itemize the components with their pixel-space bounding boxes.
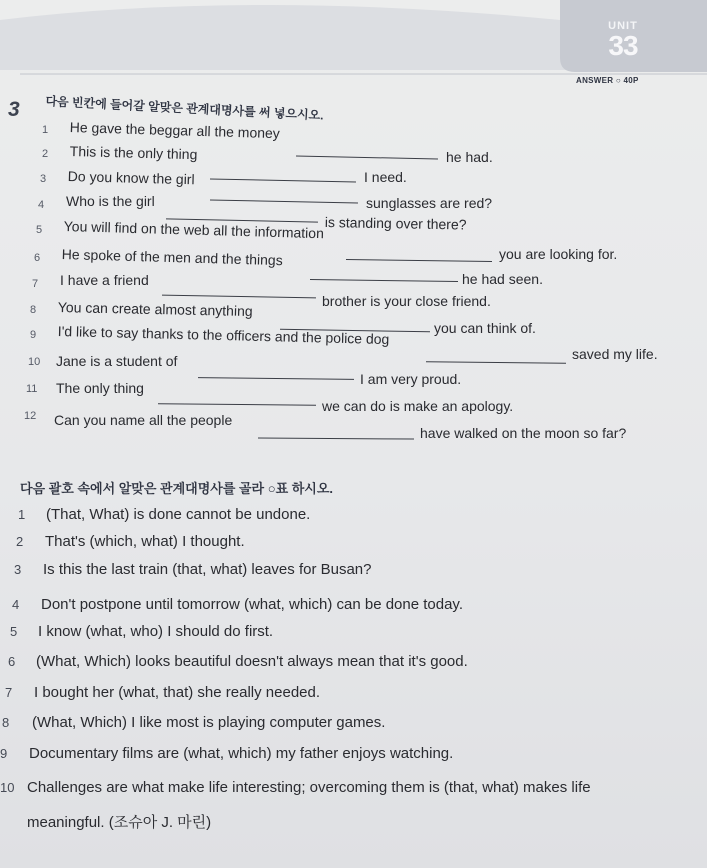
item-text-before: Jane is a student of: [56, 353, 178, 369]
item-number: 8: [2, 715, 10, 730]
item-text-before: He gave the beggar all the money: [69, 119, 281, 142]
item-text-continued: meaningful. (조슈아 J. 마린): [27, 814, 212, 831]
answer-blank[interactable]: [210, 199, 358, 203]
item-text-after: is standing over there?: [324, 214, 467, 233]
item-number: 6: [34, 252, 41, 264]
item-number: 4: [38, 199, 45, 211]
section-number: 3: [8, 98, 20, 121]
item-text-before: He spoke of the men and the things: [61, 246, 283, 269]
item-number: 9: [0, 746, 8, 761]
item-text-after: you are looking for.: [499, 246, 618, 262]
item-text: (That, What) is done cannot be undone.: [46, 506, 311, 523]
answer-blank[interactable]: [258, 437, 414, 439]
item-number: 2: [42, 148, 49, 160]
item-text-after: sunglasses are red?: [366, 195, 493, 211]
item-text-before: You can create almost anything: [57, 299, 253, 320]
item-number: 5: [10, 624, 18, 639]
item-number: 12: [24, 410, 37, 422]
item-text-after: I am very proud.: [360, 371, 462, 387]
item-text-after: saved my life.: [572, 346, 658, 362]
item-number: 8: [30, 304, 37, 316]
section-b-instruction: 다음 괄호 속에서 알맞은 관계대명사를 골라 ○표 하시오.: [20, 481, 334, 496]
section-a-instruction: 다음 빈칸에 들어갈 알맞은 관계대명사를 써 넣으시오.: [45, 93, 324, 123]
answer-blank[interactable]: [346, 259, 492, 262]
item-number: 10: [28, 356, 41, 368]
item-number: 7: [32, 278, 39, 290]
item-text: (What, Which) I like most is playing computer games.: [32, 714, 386, 731]
item-text-before: You will find on the web all the information: [63, 218, 325, 242]
answer-blank[interactable]: [296, 156, 438, 160]
unit-label: UNIT: [608, 20, 638, 32]
item-number: 9: [30, 329, 37, 341]
item-text: (What, Which) looks beautiful doesn't always mean that it's good.: [36, 653, 468, 670]
unit-number: 33: [608, 30, 638, 61]
item-number: 7: [5, 685, 13, 700]
answer-blank[interactable]: [162, 295, 316, 299]
item-text-before: Do you know the girl: [67, 168, 195, 188]
item-text-after: I need.: [364, 169, 407, 185]
item-text-after: have walked on the moon so far?: [420, 425, 627, 441]
item-text: I know (what, who) I should do first.: [38, 623, 274, 640]
item-text-before: I have a friend: [60, 272, 149, 288]
item-text-before: The only thing: [56, 380, 144, 396]
item-text: Challenges are what make life interesting; overcoming them is (that, what) makes life: [27, 779, 591, 796]
item-number: 1: [42, 124, 49, 136]
item-text-before: Who is the girl: [66, 193, 155, 209]
item-number: 10: [0, 780, 15, 795]
answer-blank[interactable]: [198, 377, 354, 380]
item-text: I bought her (what, that) she really needed.: [34, 684, 321, 701]
answer-page-reference: ANSWER ○ 40P: [576, 76, 639, 85]
item-text: Don't postpone until tomorrow (what, which) can be done today.: [41, 596, 463, 613]
answer-blank[interactable]: [158, 403, 316, 405]
item-text: That's (which, what) I thought.: [45, 533, 245, 550]
item-text-after: we can do is make an apology.: [322, 398, 514, 414]
item-number: 5: [36, 224, 43, 236]
item-text-after: brother is your close friend.: [322, 293, 491, 309]
item-text-after: you can think of.: [434, 320, 536, 336]
item-text-after: he had seen.: [462, 271, 543, 287]
item-number: 3: [14, 562, 22, 577]
answer-blank[interactable]: [210, 178, 356, 182]
item-number: 3: [40, 173, 47, 185]
item-number: 2: [16, 534, 24, 549]
answer-blank[interactable]: [310, 279, 458, 282]
answer-blank[interactable]: [426, 361, 566, 363]
item-number: 4: [12, 597, 20, 612]
item-number: 6: [8, 654, 16, 669]
item-number: 1: [18, 507, 26, 522]
item-text: Is this the last train (that, what) leaves for Busan?: [43, 561, 372, 578]
item-number: 11: [26, 383, 38, 395]
item-text-before: This is the only thing: [69, 143, 198, 163]
item-text: Documentary films are (what, which) my father enjoys watching.: [29, 745, 454, 762]
item-text-before: Can you name all the people: [54, 412, 233, 428]
item-text-before: I'd like to say thanks to the officers and the police dog: [57, 323, 390, 348]
item-text-after: he had.: [446, 149, 493, 165]
